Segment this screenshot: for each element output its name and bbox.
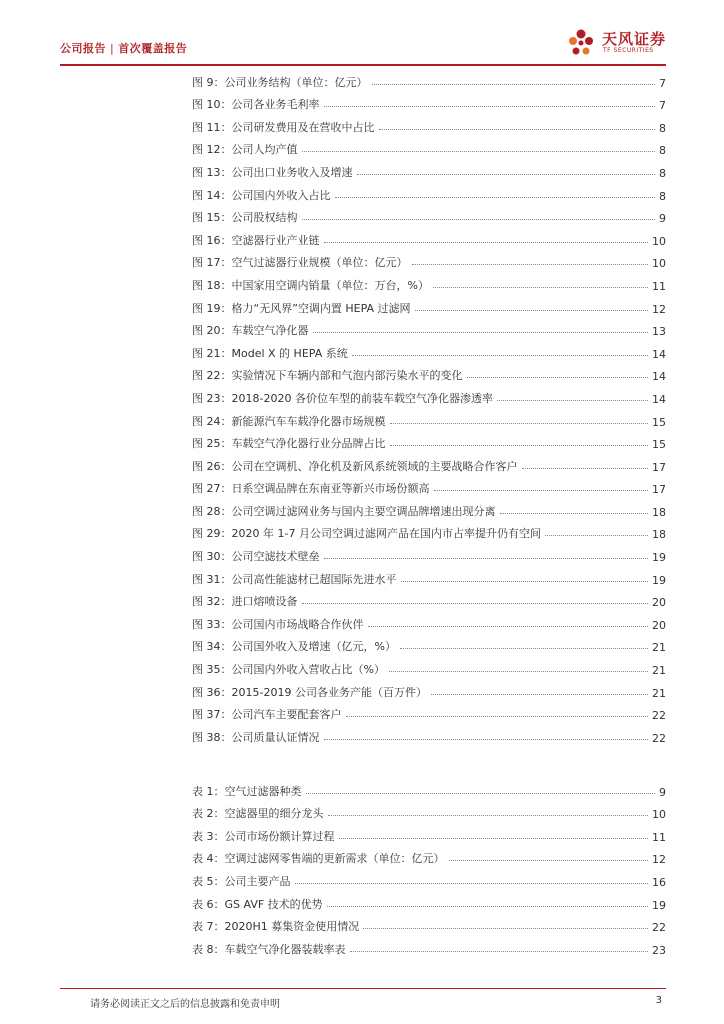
toc-entry-page: 22 — [652, 709, 666, 723]
dot-leader — [357, 174, 656, 175]
figure-toc-row[interactable] — [192, 112, 666, 135]
table-toc-row[interactable] — [192, 799, 666, 822]
toc-entry-title: 图 10：公司各业务毛利率 — [192, 98, 320, 112]
dot-leader — [352, 355, 648, 356]
figure-toc-row[interactable] — [192, 293, 666, 316]
dot-leader — [500, 513, 649, 514]
toc-entry-title: 图 18：中国家用空调内销量（单位：万台，%） — [192, 278, 429, 292]
toc-entry-page: 13 — [652, 325, 666, 339]
dot-leader — [313, 332, 649, 333]
toc-entry-page: 12 — [652, 302, 666, 316]
dot-leader — [324, 558, 649, 559]
figure-toc-row[interactable] — [192, 700, 666, 723]
toc-entry-page: 8 — [659, 121, 666, 135]
figure-toc-row[interactable] — [192, 361, 666, 384]
toc-entry-page: 7 — [659, 76, 666, 90]
footer-divider — [60, 988, 666, 989]
toc-entry-page: 15 — [652, 415, 666, 429]
dot-leader — [324, 739, 649, 740]
dot-leader — [295, 883, 649, 884]
dot-leader — [302, 151, 656, 152]
report-subcategory: 首次覆盖报告 — [118, 42, 188, 55]
dot-leader — [363, 928, 648, 929]
figure-toc-row[interactable] — [192, 67, 666, 90]
dot-leader — [431, 694, 648, 695]
toc-entry-page: 14 — [652, 392, 666, 406]
toc-entry-title: 图 12：公司人均产值 — [192, 143, 298, 157]
figure-toc-row[interactable] — [192, 474, 666, 497]
toc-entry-page: 18 — [652, 528, 666, 542]
toc-entry-title: 表 3：公司市场份额计算过程 — [192, 829, 335, 843]
table-toc-row[interactable] — [192, 821, 666, 844]
dot-leader — [390, 445, 649, 446]
toc-entry-title: 图 17：空气过滤器行业规模（单位：亿元） — [192, 256, 408, 270]
dot-leader — [346, 716, 649, 717]
figure-toc-row[interactable] — [192, 519, 666, 542]
toc-entry-page: 10 — [652, 234, 666, 248]
dot-leader — [522, 468, 649, 469]
figure-toc-row[interactable] — [192, 225, 666, 248]
logo-name: 天风证券 — [602, 30, 667, 48]
figure-toc-row[interactable] — [192, 722, 666, 745]
toc-entry-page: 12 — [652, 853, 666, 867]
toc-entry-page: 8 — [659, 166, 666, 180]
table-toc-row[interactable] — [192, 934, 666, 957]
footer-disclaimer: 请务必阅读正文之后的信息披露和免责申明 — [90, 999, 280, 1010]
figure-toc-row[interactable] — [192, 429, 666, 452]
toc-entry-page: 11 — [652, 279, 666, 293]
toc-entry-page: 19 — [652, 898, 666, 912]
figure-toc-row[interactable] — [192, 90, 666, 113]
toc-entry-page: 21 — [652, 641, 666, 655]
figure-toc-row[interactable] — [192, 316, 666, 339]
toc-entry-title: 图 20：车载空气净化器 — [192, 324, 309, 338]
dot-leader — [327, 906, 648, 907]
figure-toc-row[interactable] — [192, 248, 666, 271]
toc-entry-page: 19 — [652, 573, 666, 587]
dot-leader — [389, 671, 648, 672]
toc-entry-title: 图 13：公司出口业务收入及增速 — [192, 165, 353, 179]
figure-toc-row[interactable] — [192, 135, 666, 158]
toc-entry-title: 图 28：公司空调过滤网业务与国内主要空调品牌增速出现分离 — [192, 504, 496, 518]
figure-toc-row[interactable] — [192, 541, 666, 564]
toc-entry-title: 图 33：公司国内市场战略合作伙伴 — [192, 617, 364, 631]
toc-entry-page: 15 — [652, 438, 666, 452]
header-separator: | — [110, 42, 115, 55]
toc-entry-page: 19 — [652, 551, 666, 565]
toc-entry-title: 表 2：空滤器里的细分龙头 — [192, 807, 324, 821]
toc-entry-page: 23 — [652, 943, 666, 957]
toc-entry-page: 7 — [659, 99, 666, 113]
toc-entry-title: 图 15：公司股权结构 — [192, 211, 298, 225]
toc-entry-page: 21 — [652, 686, 666, 700]
toc-entry-title: 图 11：公司研发费用及在营收中占比 — [192, 120, 375, 134]
toc-entry-title: 图 26：公司在空调机、净化机及新风系统领域的主要战略合作客户 — [192, 459, 518, 473]
dot-leader — [467, 377, 649, 378]
table-index — [192, 776, 666, 957]
toc-entry-title: 表 1：空气过滤器种类 — [192, 784, 302, 798]
figure-toc-row[interactable] — [192, 203, 666, 226]
dot-leader — [372, 84, 656, 85]
dot-leader — [335, 197, 656, 198]
toc-entry-page: 11 — [652, 830, 666, 844]
dot-leader — [379, 129, 656, 130]
toc-entry-title: 图 30：公司空滤技术壁垒 — [192, 550, 320, 564]
toc-entry-title: 图 31：公司高性能滤材已超国际先进水平 — [192, 572, 397, 586]
toc-entry-page: 22 — [652, 731, 666, 745]
toc-entry-page: 8 — [659, 144, 666, 158]
toc-entry-page: 20 — [652, 596, 666, 610]
toc-entry-page: 17 — [652, 460, 666, 474]
table-toc-row[interactable] — [192, 889, 666, 912]
toc-entry-page: 10 — [652, 257, 666, 271]
toc-entry-title: 图 19：格力“无风界”空调内置 HEPA 过滤网 — [192, 301, 411, 315]
dot-leader — [433, 287, 648, 288]
toc-entry-title: 图 23：2018-2020 各价位车型的前装车载空气净化器渗透率 — [192, 391, 493, 405]
logo-flower-icon — [566, 28, 596, 58]
toc-entry-title: 图 35：公司国内外收入营收占比（%） — [192, 663, 385, 677]
toc-entry-title: 表 7：2020H1 募集资金使用情况 — [192, 920, 360, 934]
dot-leader — [368, 626, 649, 627]
dot-leader — [449, 860, 649, 861]
toc-entry-title: 图 34：公司国外收入及增速（亿元，%） — [192, 640, 396, 654]
dot-leader — [328, 815, 649, 816]
dot-leader — [302, 603, 649, 604]
figure-toc-row[interactable] — [192, 609, 666, 632]
dot-leader — [545, 535, 648, 536]
figure-toc-row[interactable] — [192, 338, 666, 361]
figure-toc-row[interactable] — [192, 157, 666, 180]
table-toc-row[interactable] — [192, 776, 666, 799]
toc-entry-title: 表 6：GS AVF 技术的优势 — [192, 897, 323, 911]
toc-entry-page: 18 — [652, 505, 666, 519]
toc-entry-page: 17 — [652, 483, 666, 497]
toc-entry-title: 图 21：Model X 的 HEPA 系统 — [192, 346, 348, 360]
toc-entry-title: 图 32：进口熔喷设备 — [192, 595, 298, 609]
figure-toc-row[interactable] — [192, 654, 666, 677]
table-toc-row[interactable] — [192, 866, 666, 889]
figure-toc-row[interactable] — [192, 451, 666, 474]
toc-entry-title: 图 38：公司质量认证情况 — [192, 730, 320, 744]
figure-index — [192, 67, 666, 745]
report-type — [60, 40, 187, 56]
table-toc-row[interactable] — [192, 912, 666, 935]
logo-english: TF SECURITIES — [603, 47, 654, 54]
toc-entry-title: 图 9：公司业务结构（单位：亿元） — [192, 75, 368, 89]
toc-entry-title: 图 25：车载空气净化器行业分品牌占比 — [192, 437, 386, 451]
toc-entry-page: 9 — [659, 212, 666, 226]
dot-leader — [434, 490, 649, 491]
toc-entry-title: 图 27：日系空调品牌在东南亚等新兴市场份额高 — [192, 482, 430, 496]
page-header — [60, 30, 666, 66]
dot-leader — [324, 106, 656, 107]
toc-entry-title: 图 16：空滤器行业产业链 — [192, 233, 320, 247]
dot-leader — [306, 793, 656, 794]
figure-toc-row[interactable] — [192, 632, 666, 655]
toc-entry-page: 21 — [652, 664, 666, 678]
toc-entry-page: 16 — [652, 875, 666, 889]
toc-entry-page: 14 — [652, 347, 666, 361]
figure-toc-row[interactable] — [192, 270, 666, 293]
figure-toc-row[interactable] — [192, 496, 666, 519]
figure-toc-row[interactable] — [192, 587, 666, 610]
dot-leader — [324, 242, 649, 243]
figure-toc-row[interactable] — [192, 406, 666, 429]
toc-entry-page: 14 — [652, 370, 666, 384]
toc-entry-page: 20 — [652, 618, 666, 632]
report-category: 公司报告 — [60, 42, 106, 55]
toc-entry-title: 图 22：实验情况下车辆内部和气泡内部污染水平的变化 — [192, 369, 463, 383]
toc-entry-page: 22 — [652, 921, 666, 935]
dot-leader — [415, 310, 648, 311]
toc-entry-page: 8 — [659, 189, 666, 203]
dot-leader — [412, 264, 649, 265]
figure-toc-row[interactable] — [192, 180, 666, 203]
toc-entry-title: 表 8：车载空气净化器装载率表 — [192, 942, 346, 956]
figure-toc-row[interactable] — [192, 564, 666, 587]
figure-toc-row[interactable] — [192, 677, 666, 700]
toc-entry-title: 图 36：2015-2019 公司各业务产能（百万件） — [192, 685, 427, 699]
toc-entry-title: 表 5：公司主要产品 — [192, 874, 291, 888]
toc-entry-title: 图 24：新能源汽车车载净化器市场规模 — [192, 414, 386, 428]
figure-toc-row[interactable] — [192, 383, 666, 406]
toc-entry-page: 10 — [652, 808, 666, 822]
dot-leader — [339, 838, 649, 839]
table-toc-row[interactable] — [192, 844, 666, 867]
toc-entry-title: 图 37：公司汽车主要配套客户 — [192, 708, 342, 722]
toc-entry-title: 图 14：公司国内外收入占比 — [192, 188, 331, 202]
dot-leader — [390, 423, 649, 424]
page-number: 3 — [655, 995, 662, 1006]
toc-entry-title: 图 29：2020 年 1-7 月公司空调过滤网产品在国内市占率提升仍有空间 — [192, 527, 541, 541]
toc-entry-title: 表 4：空调过滤网零售端的更新需求（单位：亿元） — [192, 852, 445, 866]
company-logo — [566, 26, 666, 62]
toc-entry-page: 9 — [659, 785, 666, 799]
dot-leader — [401, 581, 649, 582]
dot-leader — [400, 648, 648, 649]
dot-leader — [302, 219, 656, 220]
dot-leader — [497, 400, 648, 401]
dot-leader — [350, 951, 649, 952]
